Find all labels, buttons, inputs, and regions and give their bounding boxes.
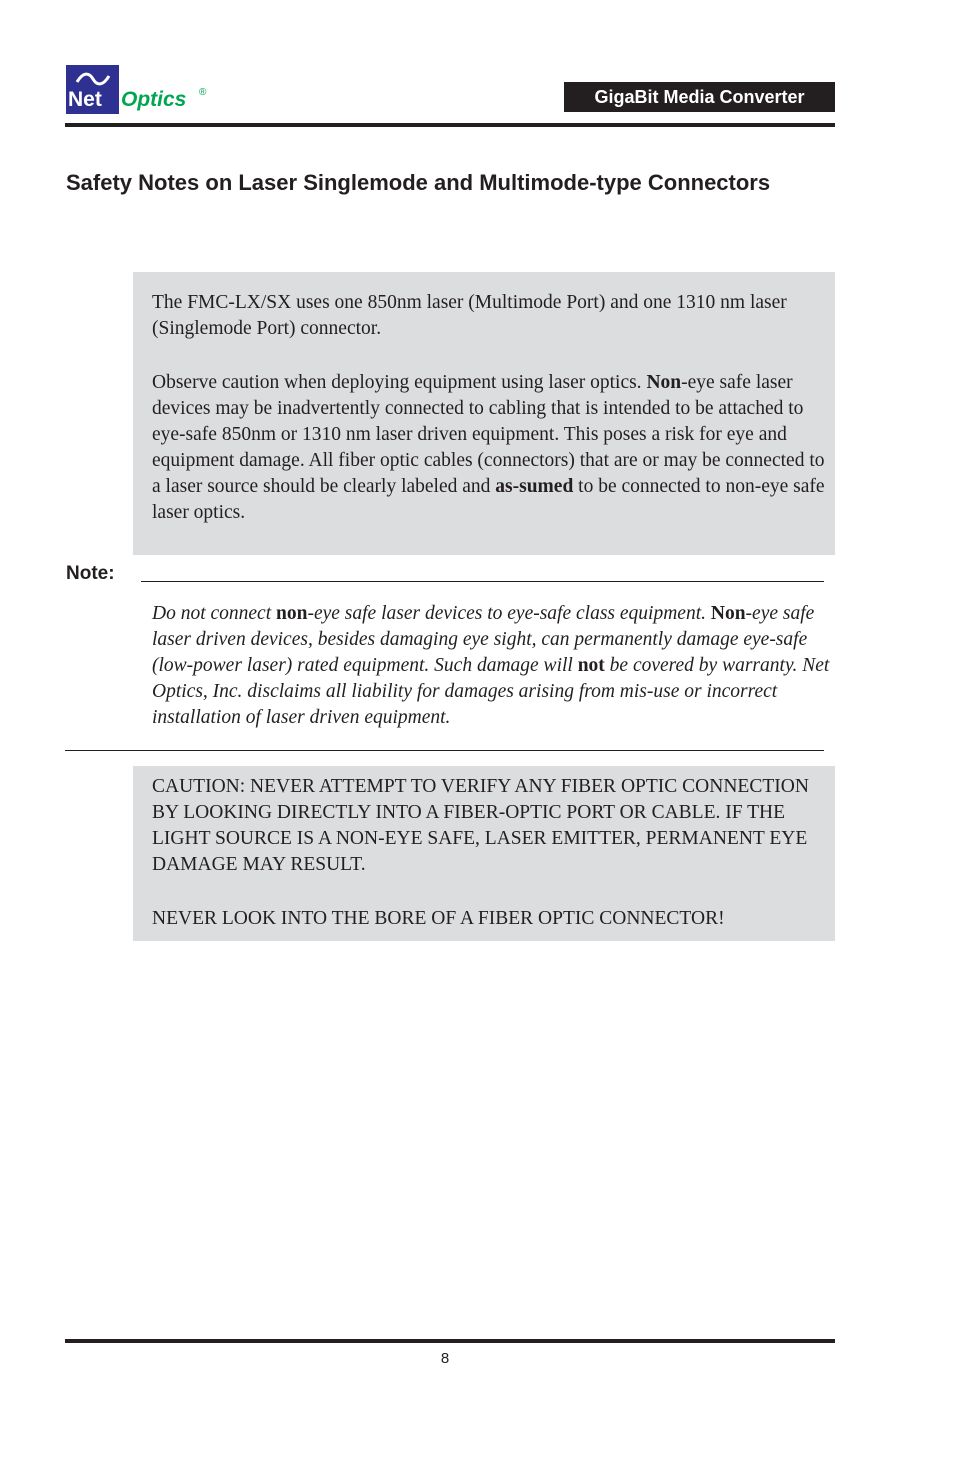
text-run: Observe caution when deploying equipment using laser optics. <box>152 372 647 393</box>
logo-net-text: Net <box>68 88 102 111</box>
note-text <box>152 601 832 731</box>
net-optics-logo <box>66 65 226 115</box>
wave-icon <box>75 71 111 87</box>
page-number: 8 <box>440 1350 450 1367</box>
bold-text-run: as-sumed <box>495 476 574 497</box>
caution-paragraph-1: CAUTION: NEVER ATTEMPT TO VERIFY ANY FIBER OPTIC CONNECTION BY LOOKING DIRECTLY INTO A FIBER-OPTIC PORT OR CABLE. IF THE LIGHT SOURCE IS A NON-EYE SAFE, LASER EMITTER, PERMANENT EYE DAMAGE MAY RESULT. <box>152 776 809 875</box>
laser-info-box <box>133 272 835 555</box>
logo-optics-text: Optics <box>121 88 187 111</box>
registered-mark: ® <box>199 87 207 98</box>
bold-text-run: Non <box>710 603 746 624</box>
header-rule <box>65 123 835 127</box>
caution-paragraph-2: NEVER LOOK INTO THE BORE OF A FIBER OPTIC CONNECTOR! <box>152 908 725 929</box>
note-underline <box>141 581 824 582</box>
caution-box <box>133 766 835 941</box>
laser-info-paragraph-2 <box>152 370 825 526</box>
italic-text-run: be covered by warranty. Net Optics, Inc. disclaims all liability for damages arising from mis-use or incorrect installation of laser driven equipment. <box>152 655 830 728</box>
note-label: Note: <box>66 563 115 584</box>
text-run: -eye safe laser devices may be inadvertently connected to cabling that is intended to be attached to eye-safe 850nm or 1310 nm laser driven equipment. This poses a risk for eye and equipment damage. All fiber optic cables (connectors) that are or may be connected to a laser source should be clearly labeled and <box>152 372 825 497</box>
text-run: to be connected to non-eye safe laser optics. <box>152 476 825 523</box>
italic-text-run: -eye safe laser devices to eye-safe class equipment. <box>307 603 711 624</box>
section-title: Safety Notes on Laser Singlemode and Multimode-type Connectors <box>66 170 771 195</box>
laser-info-paragraph-1: The FMC-LX/SX uses one 850nm laser (Multimode Port) and one 1310 nm laser (Singlemode Port) connector. <box>152 292 787 339</box>
document-header-title: GigaBit Media Converter <box>564 82 835 112</box>
bold-text-run: non <box>276 603 308 624</box>
bold-text-run: Non <box>646 372 682 393</box>
italic-text-run: -eye safe laser driven devices, besides damaging eye sight, can permanently damage eye-safe (low-power laser) rated equipment. Such damage will <box>152 603 815 676</box>
footer-rule <box>65 1339 835 1343</box>
italic-text-run: Do not connect <box>152 603 277 624</box>
note-bottom-rule <box>65 750 824 751</box>
bold-text-run: not <box>577 655 605 676</box>
logo-mark <box>66 65 119 114</box>
